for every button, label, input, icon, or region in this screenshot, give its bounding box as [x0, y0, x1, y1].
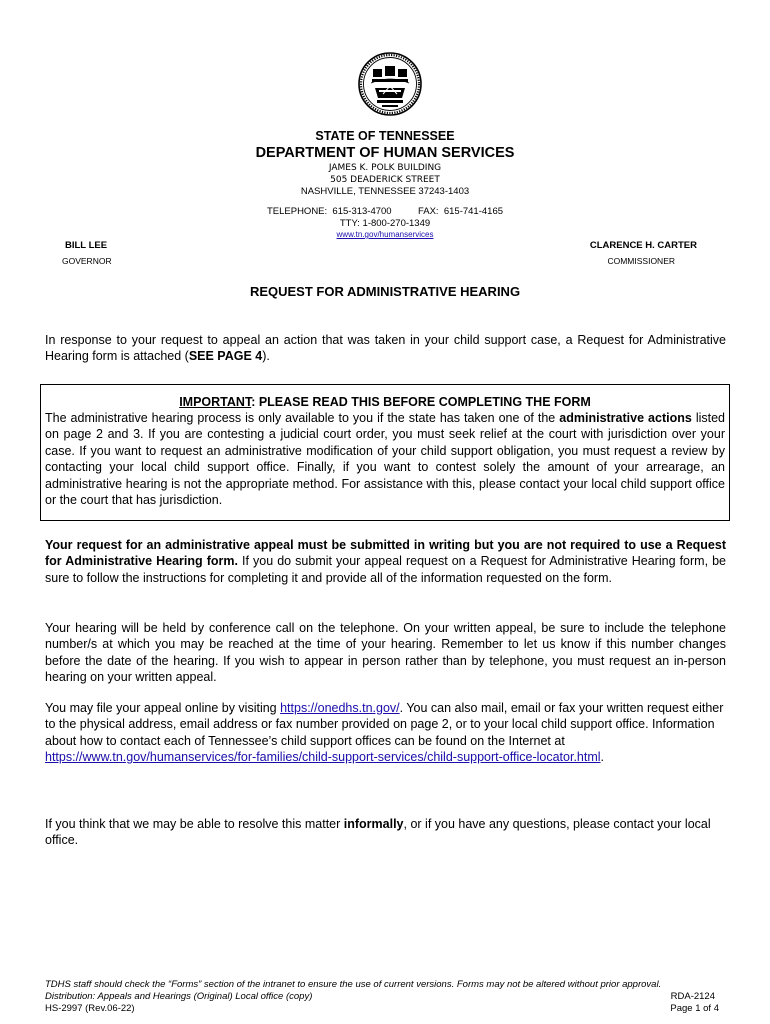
tty-line: TTY: 1-800-270-1349: [339, 218, 431, 229]
governor-title: GOVERNOR: [62, 256, 112, 266]
informal-text: If you think that we may be able to resolve this matter: [45, 817, 344, 831]
administrative-actions-term: administrative actions: [559, 411, 692, 425]
city-address: NASHVILLE, TENNESSEE 37243-1403: [300, 186, 470, 197]
street-address: 505 DEADERICK STREET: [330, 175, 440, 185]
onedhs-link[interactable]: https://onedhs.tn.gov/: [280, 701, 400, 715]
document-title: REQUEST FOR ADMINISTRATIVE HEARING: [249, 284, 521, 299]
important-body-rest: listed on page 2 and 3. If you are contesting a judicial court order, you must seek relief at the court with jurisdiction over your case. If you want to request an administrative modification of your child support obligation, you must request a review by contacting your local child support office. Finally, if you want to contest solely the amount of your arrearage, an administrative hearing is not the appropriate method. For assistance with this, please contact your local child support office or the court that has jurisdiction.: [45, 411, 726, 508]
commissioner-title: COMMISSIONER: [607, 256, 675, 266]
file-online-text: You may file your appeal online by visiting: [45, 701, 281, 715]
important-notice-box: [40, 384, 730, 521]
footer-form-number: HS-2997 (Rev.06-22): [45, 1003, 135, 1014]
building-name: JAMES K. POLK BUILDING: [328, 163, 442, 173]
file-online-end: .: [600, 750, 605, 765]
submit-in-writing-bold: Your request for an administrative appeal must be submitted in writing but you are not required to use a Request for Administrative Hearing form.: [45, 538, 726, 569]
file-online-middle: . You can also mail, email or fax your written request either to the physical address, email address or fax number provided on page 2, or to your local child support office. Information about how to contact each of Tennessee’s child support offices can be found on the Internet at: [45, 701, 724, 748]
submit-in-writing-rest: If you do submit your appeal request on a Request for Administrative Hearing form, be sure to follow the instructions for completing it and provide all of the information requested on the form.: [45, 554, 726, 585]
website-link[interactable]: www.tn.gov/humanservices: [336, 230, 434, 239]
footer-distribution: Distribution: Appeals and Hearings (Original) Local office (copy): [45, 991, 313, 1002]
informal-resolution-paragraph: [45, 816, 726, 849]
important-heading-rest: : PLEASE READ THIS BEFORE COMPLETING THE FORM: [251, 395, 591, 409]
intro-paragraph: [45, 332, 726, 365]
tennessee-state-seal-icon: [357, 50, 423, 118]
submit-in-writing-paragraph: [45, 537, 726, 586]
department-heading: DEPARTMENT OF HUMAN SERVICES: [255, 145, 515, 161]
important-notice-heading: [45, 394, 725, 410]
intro-end: ).: [262, 349, 270, 364]
footer-page-number: Page 1 of 4: [670, 1003, 719, 1014]
important-label: IMPORTANT: [179, 395, 252, 409]
footer-rda-number: RDA-2124: [670, 991, 715, 1002]
commissioner-name: CLARENCE H. CARTER: [589, 240, 697, 251]
office-locator-link[interactable]: https://www.tn.gov/humanservices/for-families/child-support-services/child-support-office-locator.html: [45, 750, 601, 765]
file-online-paragraph: [45, 700, 726, 766]
informally-term: informally: [343, 817, 404, 831]
informal-end: , or if you have any questions, please contact your local office.: [45, 817, 711, 848]
telephone-hearing-paragraph: Your hearing will be held by conference call on the telephone. On your written appeal, be sure to include the telephone number/s at which you may be reached at the time of your hearing. Remember to let us know if this number changes before the date of the hearing. If you wish to appear in person rather than by telephone, you must request an in-person hearing on your written appeal.: [45, 621, 726, 685]
state-heading: STATE OF TENNESSEE: [315, 129, 455, 143]
important-notice-body: [45, 410, 725, 508]
governor-name: BILL LEE: [65, 240, 108, 251]
intro-page-ref: SEE PAGE 4: [188, 349, 263, 364]
important-body-text: The administrative hearing process is only available to you if the state has taken one of the: [45, 411, 560, 425]
footer-staff-note: TDHS staff should check the “Forms” section of the intranet to ensure the use of current versions. Forms may not be altered without prior approval.: [45, 979, 662, 990]
telephone-fax-line: TELEPHONE: 615-313-4700 FAX: 615-741-4165: [266, 206, 504, 217]
intro-text: In response to your request to appeal an action that was taken in your child support case, a Request for Administrative Hearing form is attached (: [45, 333, 726, 364]
